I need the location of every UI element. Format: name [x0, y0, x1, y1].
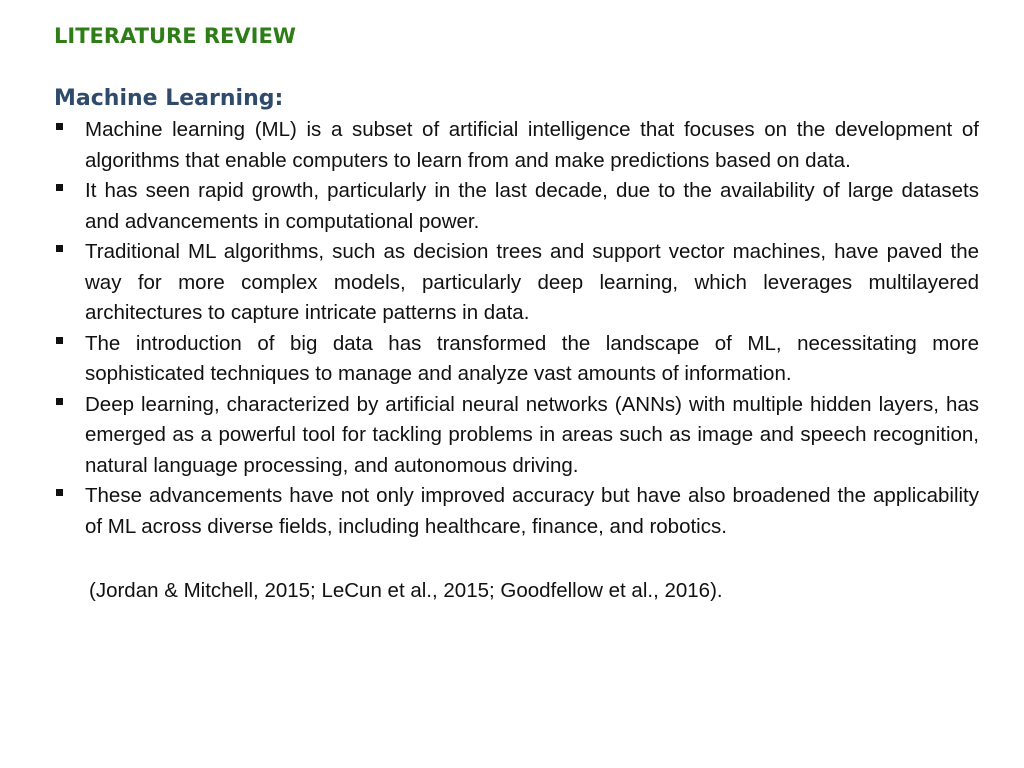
slide-title: LITERATURE REVIEW	[54, 24, 296, 48]
bullet-text: The introduction of big data has transformed the landscape of ML, necessitating more sophisticated techniques to manage and analyze vast amounts of information.	[85, 331, 979, 385]
bullet-list	[54, 115, 979, 542]
square-bullet-icon	[56, 245, 63, 252]
bullet-text: These advancements have not only improved accuracy but have also broadened the applicability of ML across diverse fields, including healthcare, finance, and robotics.	[85, 484, 979, 538]
square-bullet-icon	[56, 337, 63, 344]
bullet-item	[54, 176, 979, 237]
section-heading: Machine Learning:	[54, 86, 284, 111]
bullet-item	[54, 115, 979, 176]
bullet-text: It has seen rapid growth, particularly in the last decade, due to the availability of large datasets and advancements in computational power.	[85, 179, 979, 233]
bullet-item	[54, 237, 979, 329]
bullet-item	[54, 481, 979, 542]
square-bullet-icon	[56, 123, 63, 130]
bullet-text: Deep learning, characterized by artificial neural networks (ANNs) with multiple hidden layers, has emerged as a powerful tool for tackling problems in areas such as image and speech recognition, natural language processing, and autonomous driving.	[85, 392, 979, 477]
bullet-item	[54, 329, 979, 390]
bullet-item	[54, 390, 979, 482]
citation: (Jordan & Mitchell, 2015; LeCun et al., 2015; Goodfellow et al., 2016).	[89, 579, 723, 602]
square-bullet-icon	[56, 489, 63, 496]
bullet-text: Machine learning (ML) is a subset of artificial intelligence that focuses on the development of algorithms that enable computers to learn from and make predictions based on data.	[85, 118, 979, 172]
square-bullet-icon	[56, 184, 63, 191]
square-bullet-icon	[56, 398, 63, 405]
bullet-text: Traditional ML algorithms, such as decision trees and support vector machines, have paved the way for more complex models, particularly deep learning, which leverages multilayered architectures to capture intricate patterns in data.	[85, 240, 979, 324]
